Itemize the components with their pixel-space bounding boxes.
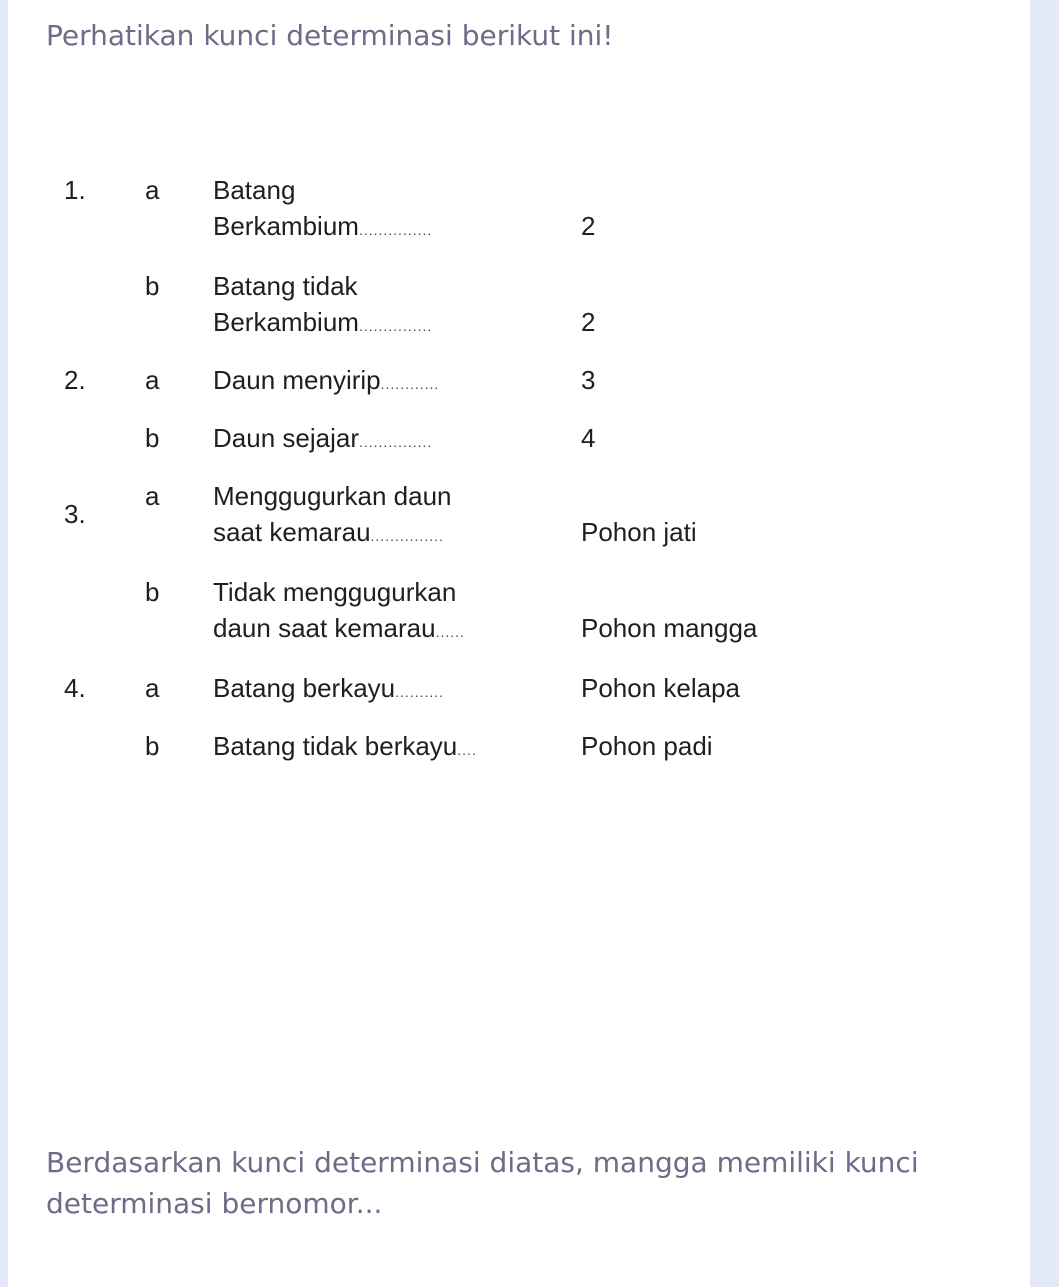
key-number: 1.	[64, 175, 86, 205]
key-description-line2: saat kemarau...............	[213, 517, 444, 547]
key-description	[213, 670, 543, 710]
key-description-line2: Berkambium...............	[213, 307, 433, 337]
key-description	[213, 268, 543, 344]
question-card	[8, 0, 1030, 1287]
key-description	[213, 478, 543, 554]
key-result: Pohon kelapa	[581, 673, 741, 703]
key-letter: a	[145, 673, 160, 703]
key-description	[213, 728, 543, 768]
key-result: Pohon padi	[581, 731, 713, 761]
key-description	[213, 420, 543, 460]
key-description-line1: Batang	[213, 175, 296, 205]
key-letter: b	[145, 577, 160, 607]
key-description-line2: Batang tidak berkayu....	[213, 731, 477, 761]
key-description-line2: Berkambium...............	[213, 211, 433, 241]
key-description-line1: Menggugurkan daun	[213, 481, 452, 511]
key-description-line2: Daun menyirip............	[213, 365, 440, 395]
key-result: 2	[581, 211, 596, 241]
key-number: 4.	[64, 673, 86, 703]
key-result: Pohon mangga	[581, 613, 758, 643]
key-description-line2: Daun sejajar...............	[213, 423, 433, 453]
key-description-line1: Batang tidak	[213, 271, 358, 301]
key-description-line1: Tidak menggugurkan	[213, 577, 457, 607]
key-description-line2: Batang berkayu..........	[213, 673, 445, 703]
key-letter: a	[145, 175, 160, 205]
key-result: Pohon jati	[581, 517, 697, 547]
key-letter: b	[145, 271, 160, 301]
key-description-line2: daun saat kemarau......	[213, 613, 465, 643]
key-result: 4	[581, 423, 596, 453]
key-description	[213, 362, 543, 402]
key-description	[213, 574, 543, 650]
key-letter: b	[145, 731, 160, 761]
question-intro: Perhatikan kunci determinasi berikut ini!	[46, 19, 614, 52]
key-letter: a	[145, 481, 160, 511]
key-letter: a	[145, 365, 160, 395]
key-result: 2	[581, 307, 596, 337]
key-letter: b	[145, 423, 160, 453]
question-prompt: Berdasarkan kunci determinasi diatas, mangga memiliki kunci determinasi bernomor...	[46, 1146, 919, 1220]
key-number: 2.	[64, 365, 86, 395]
key-description	[213, 172, 543, 248]
key-number: 3.	[64, 499, 86, 529]
key-result: 3	[581, 365, 596, 395]
